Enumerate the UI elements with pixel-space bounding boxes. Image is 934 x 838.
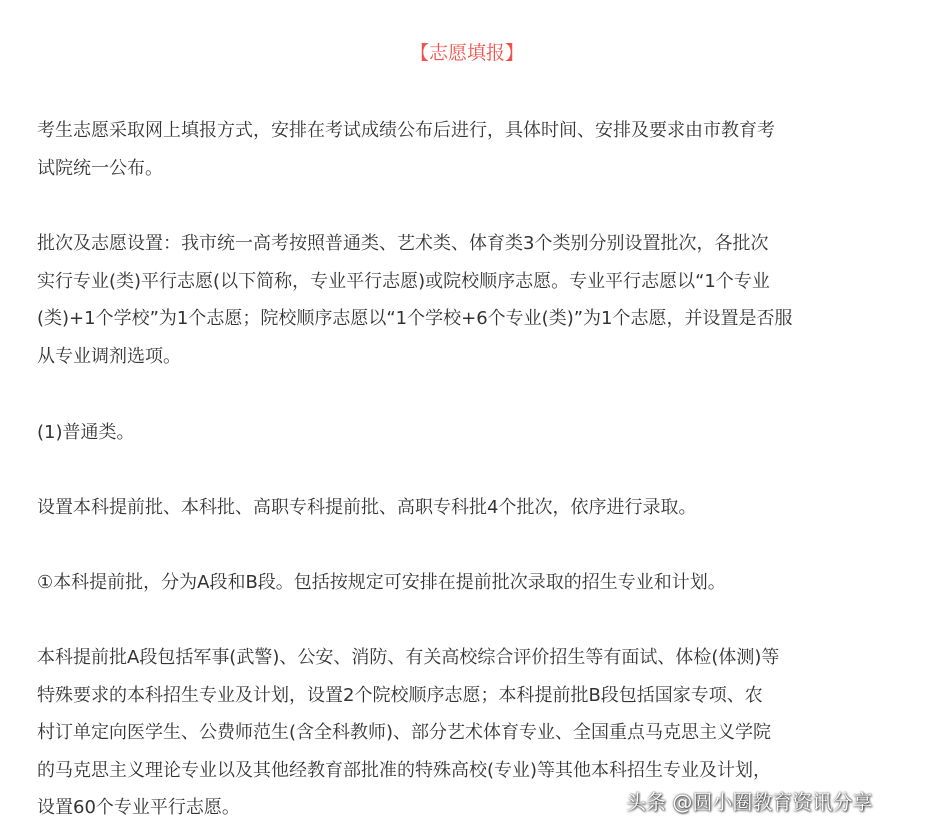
paragraph-batch-settings bbox=[37, 225, 897, 375]
paragraph-line: 设置本科提前批、本科批、高职专科提前批、高职专科批4个批次，依序进行录取。 bbox=[37, 497, 697, 518]
paragraph-line: ①本科提前批，分为A段和B段。包括按规定可安排在提前批次录取的招生专业和计划。 bbox=[37, 572, 726, 593]
paragraph-early-batch bbox=[37, 564, 897, 602]
paragraph-line: 设置60个专业平行志愿。 bbox=[37, 797, 240, 818]
paragraph-registration-method bbox=[37, 112, 897, 187]
paragraph-line: 批次及志愿设置：我市统一高考按照普通类、艺术类、体育类3个类别分别设置批次，各批次 bbox=[37, 233, 769, 254]
paragraph-line: 试院统一公布。 bbox=[37, 157, 163, 179]
paragraph-line: 从专业调剂选项。 bbox=[37, 345, 181, 367]
paragraph-line: 村订单定向医学生、公费师范生(含全科教师)、部分艺术体育专业、全国重点马克思主义学院 bbox=[37, 722, 772, 743]
paragraph-line: 的马克思主义理论专业以及其他经教育部批准的特殊高校(专业)等其他本科招生专业及计划， bbox=[37, 759, 772, 781]
paragraph-line: (1)普通类。 bbox=[37, 422, 135, 443]
paragraph-line: 实行专业(类)平行志愿(以下简称，专业平行志愿)或院校顺序志愿。专业平行志愿以“1个专业 bbox=[37, 270, 770, 292]
paragraph-general-category bbox=[37, 414, 897, 452]
paragraph-line: 特殊要求的本科招生专业及计划，设置2个院校顺序志愿；本科提前批B段包括国家专项、农 bbox=[37, 684, 763, 706]
watermark-text: 头条 @圆小圈教育资讯分享 bbox=[626, 790, 873, 814]
paragraph-line: 考生志愿采取网上填报方式，安排在考试成绩公布后进行，具体时间、安排及要求由市教育考 bbox=[37, 120, 775, 141]
paragraph-four-batches bbox=[37, 489, 897, 527]
section-title: 【志愿填报】 bbox=[409, 42, 524, 64]
paragraph-line: (类)+1个学校”为1个志愿；院校顺序志愿以“1个学校+6个专业(类)”为1个志愿，并设置是否服 bbox=[37, 308, 793, 329]
paragraph-line: 本科提前批A段包括军事(武警)、公安、消防、有关高校综合评价招生等有面试、体检(体测)等 bbox=[37, 647, 780, 668]
